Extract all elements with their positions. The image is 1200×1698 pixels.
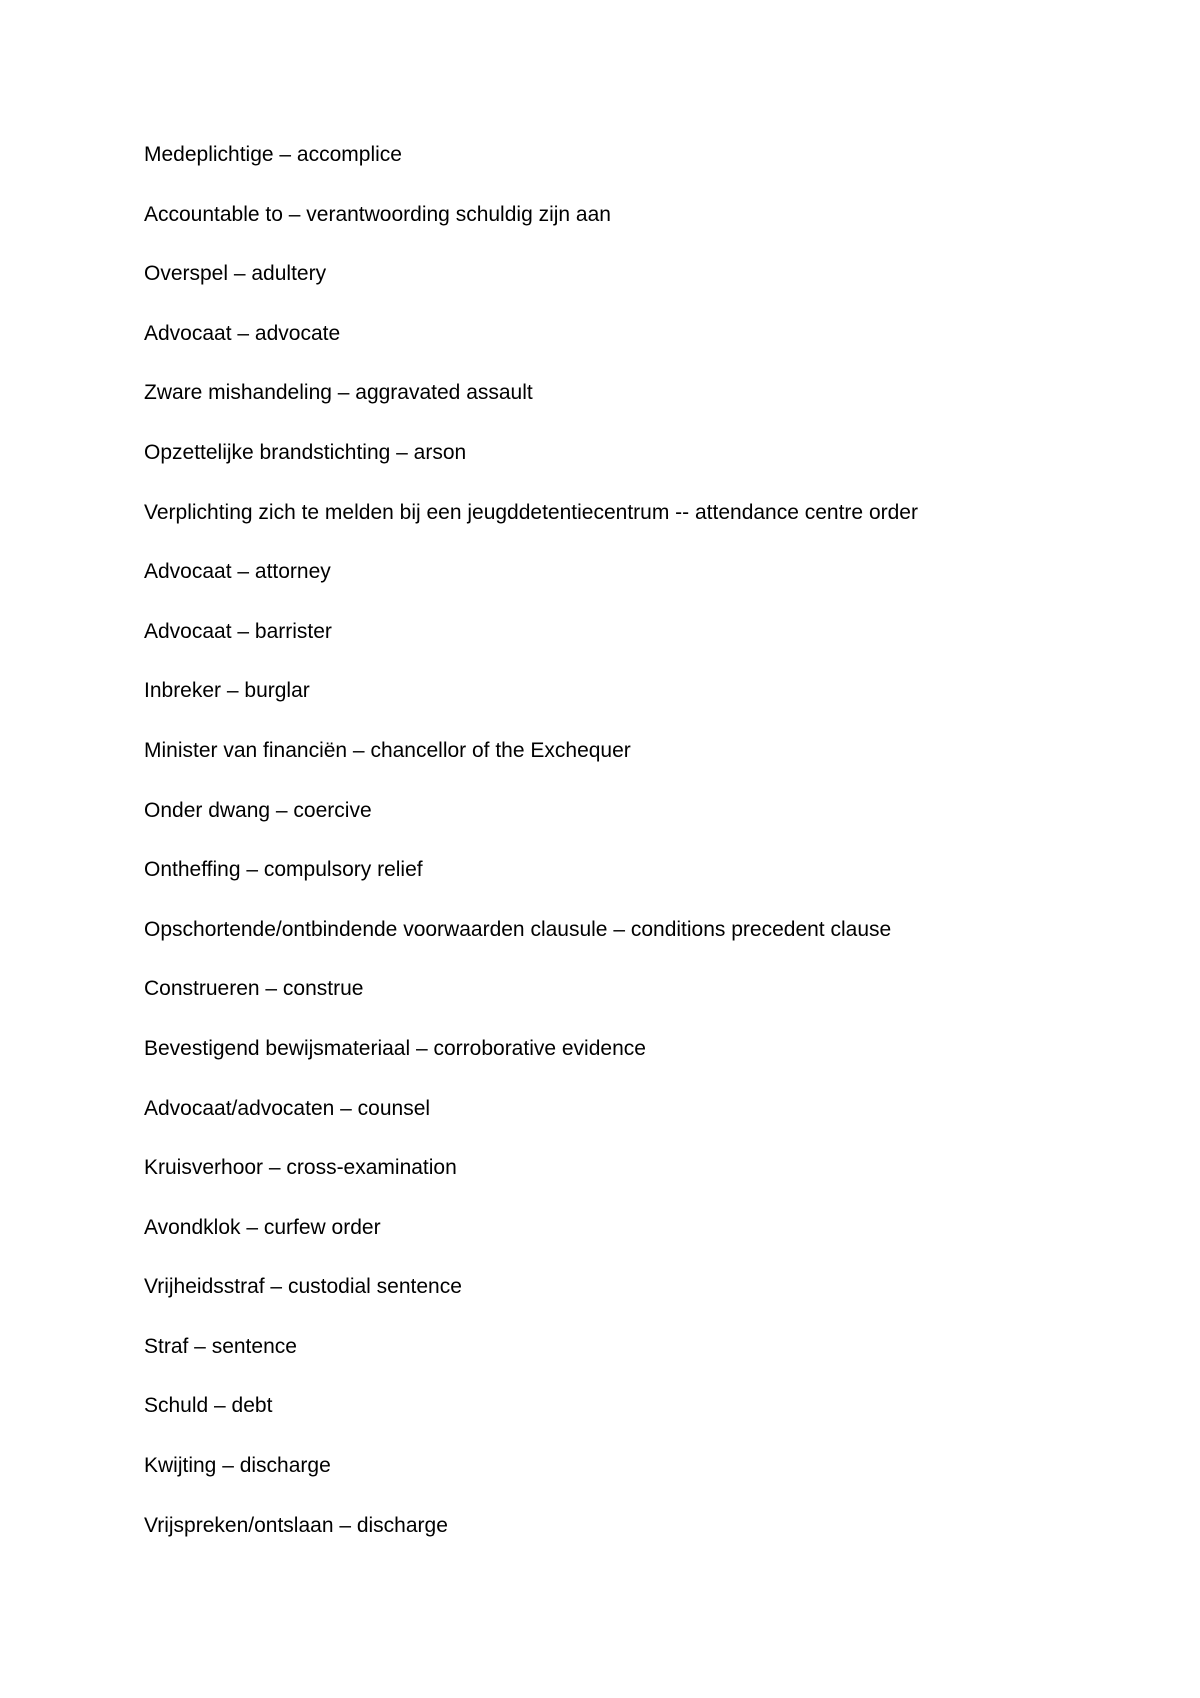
glossary-entry: Verplichting zich te melden bij een jeugddetentiecentrum -- attendance centre order	[144, 500, 918, 524]
glossary-entry: Straf – sentence	[144, 1334, 297, 1358]
glossary-entry: Kwijting – discharge	[144, 1454, 331, 1478]
glossary-entry: Opschortende/ontbindende voorwaarden clausule – conditions precedent clause	[144, 917, 892, 941]
glossary-entry: Advocaat/advocaten – counsel	[144, 1096, 431, 1120]
glossary-entry: Advocaat – attorney	[144, 560, 331, 584]
glossary-entry: Opzettelijke brandstichting – arson	[144, 440, 467, 464]
glossary-entry: Vrijheidsstraf – custodial sentence	[144, 1275, 462, 1299]
glossary-entry: Construeren – construe	[144, 977, 364, 1001]
glossary-entry: Advocaat – barrister	[144, 619, 332, 643]
glossary-entry: Onder dwang – coercive	[144, 798, 372, 822]
glossary-entry: Minister van financiën – chancellor of the Exchequer	[144, 738, 631, 762]
glossary-entry: Vrijspreken/ontslaan – discharge	[144, 1513, 448, 1537]
glossary-entry: Avondklok – curfew order	[144, 1215, 381, 1239]
glossary-entry: Medeplichtige – accomplice	[144, 143, 402, 166]
glossary-entry: Overspel – adultery	[144, 262, 327, 286]
glossary-entry: Accountable to – verantwoording schuldig zijn aan	[144, 202, 611, 226]
glossary-entry: Kruisverhoor – cross-examination	[144, 1156, 457, 1180]
glossary-entry: Zware mishandeling – aggravated assault	[144, 381, 533, 405]
glossary-entry: Advocaat – advocate	[144, 321, 341, 345]
glossary-entry: Bevestigend bewijsmateriaal – corroborative evidence	[144, 1036, 646, 1060]
glossary-entry: Ontheffing – compulsory relief	[144, 858, 423, 882]
glossary-entry: Inbreker – burglar	[144, 679, 310, 703]
glossary-list	[144, 143, 1144, 1573]
glossary-entry: Schuld – debt	[144, 1394, 273, 1418]
